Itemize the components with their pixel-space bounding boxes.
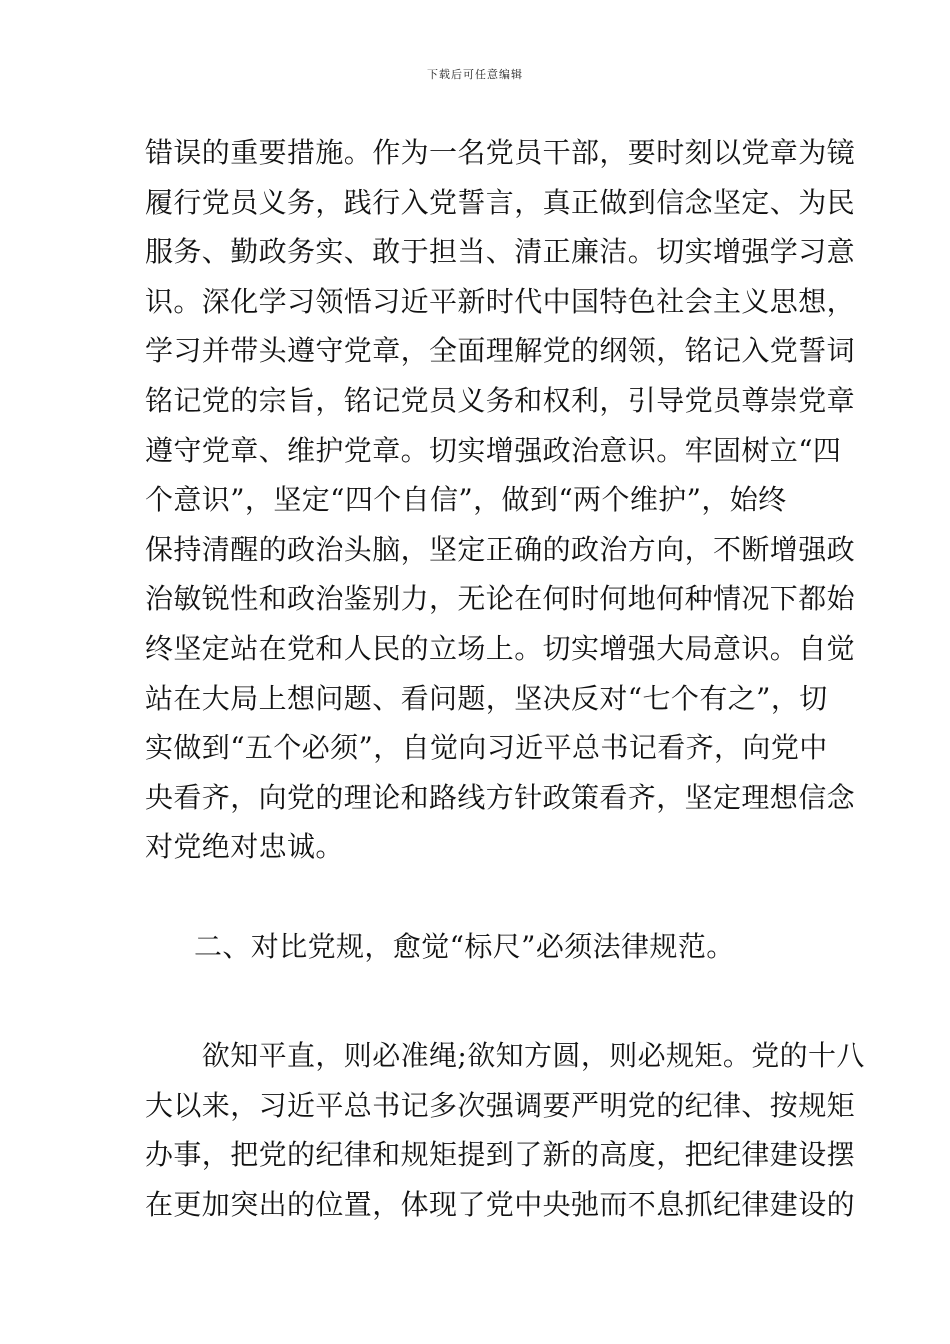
paragraph-2 <box>145 1031 865 1229</box>
paragraph-line: 终坚定站在党和人民的立场上。切实增强大局意识。自觉 <box>145 631 856 665</box>
paragraph-line: 欲知平直，则必准绳;欲知方圆，则必规矩。党的十八 <box>145 1039 865 1072</box>
paragraph-line: 大以来，习近平总书记多次强调要严明党的纪律、按规矩 <box>145 1088 856 1122</box>
paragraph-line: 服务、勤政务实、敢于担当、清正廉洁。切实增强学习意 <box>145 235 856 269</box>
paragraph-line: 保持清醒的政治头脑，坚定正确的政治方向，不断增强政 <box>145 532 856 566</box>
paragraph-line: 办事，把党的纪律和规矩提到了新的高度，把纪律建设摆 <box>145 1138 856 1172</box>
paragraph-line: 个意识”，坚定“四个自信”，做到“两个维护”，始终 <box>145 483 787 517</box>
paragraph-line: 履行党员义务，践行入党誓言，真正做到信念坚定、为民 <box>145 185 856 219</box>
paragraph-line: 对党绝对忠诚。 <box>145 830 344 864</box>
paragraph-line: 实做到“五个必须”，自觉向习近平总书记看齐，向党中 <box>145 731 828 765</box>
paragraph-line: 铭记党的宗旨，铭记党员义务和权利，引导党员尊崇党章 <box>145 383 856 417</box>
paragraph-line: 央看齐，向党的理论和路线方针政策看齐，坚定理想信念 <box>145 780 856 814</box>
paragraph-1 <box>145 128 856 872</box>
paragraph-line: 识。深化学习领悟习近平新时代中国特色社会主义思想， <box>145 284 856 318</box>
paragraph-line: 在更加突出的位置，体现了党中央弛而不息抓纪律建设的 <box>145 1187 856 1221</box>
paragraph-line: 遵守党章、维护党章。切实增强政治意识。牢固树立“四 <box>145 433 842 467</box>
paragraph-line: 站在大局上想问题、看问题，坚决反对“七个有之”，切 <box>145 681 828 715</box>
paragraph-line: 错误的重要措施。作为一名党员干部，要时刻以党章为镜 <box>145 136 856 169</box>
paragraph-line: 治敏锐性和政治鉴别力，无论在何时何地何种情况下都始 <box>145 582 856 616</box>
section-heading: 二、对比党规，愈觉“标尺”必须法律规范。 <box>194 930 735 963</box>
paragraph-line: 学习并带头遵守党章，全面理解党的纲领，铭记入党誓词 <box>145 334 856 368</box>
page-header: 下载后可任意编辑 <box>427 68 523 81</box>
